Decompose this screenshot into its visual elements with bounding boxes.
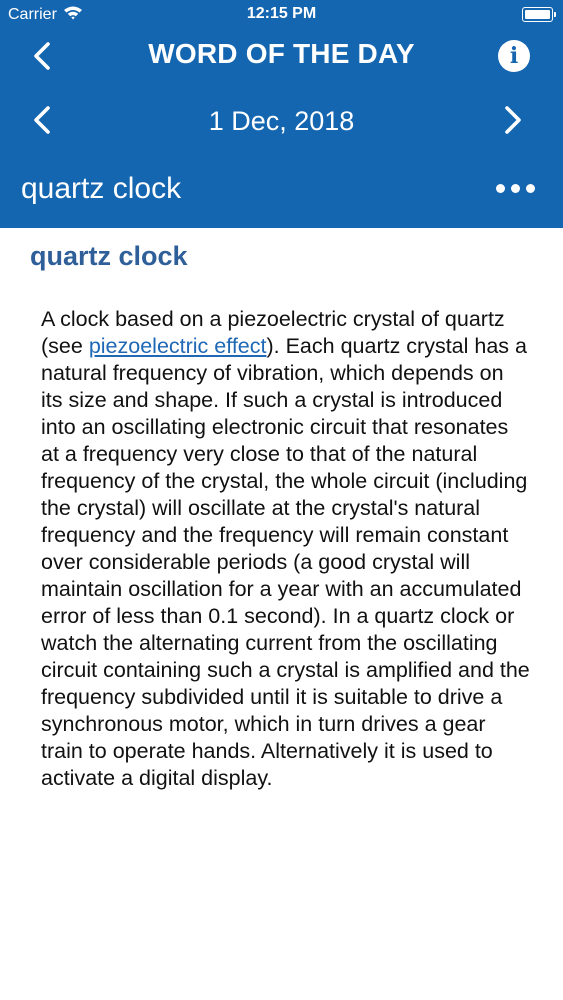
definition-text-end: ). Each quartz crystal has a natural frequency of vibration, which depends on its size and shape. If such a crystal is introduced into an oscillating electronic circuit that resonates at a frequency very close to that of the natural frequency of the crystal, the whole circuit (including the crystal) will oscillate at the crystal's natural frequency and the frequency will remain constant over considerable periods (a good crystal will maintain oscillation for a year with an accumulated error of less than 0.1 second). In a quartz clock or watch the alternating current from the oscillating circuit containing such a crystal is amplified and the frequency subdivided until it is suitable to drive a synchronous motor, which in turn drives a gear train to operate hands. Alternatively it is used to activate a digital display. <box>41 334 530 790</box>
date-bar <box>0 86 563 158</box>
definition-text-start: A clock based on a piezoelectric crystal of quartz (see <box>41 307 505 358</box>
ellipsis-dot <box>511 184 520 193</box>
ellipsis-dot <box>496 184 505 193</box>
status-bar <box>0 0 563 30</box>
chevron-right-icon <box>504 106 522 134</box>
nav-bar <box>0 30 563 86</box>
status-time: 12:15 PM <box>246 5 317 22</box>
entry-heading: quartz clock <box>30 241 188 271</box>
carrier-label: Carrier <box>8 6 57 23</box>
date-label: 1 Dec, 2018 <box>208 106 355 136</box>
word-bar <box>0 158 563 228</box>
entry-definition <box>41 306 531 792</box>
info-button[interactable] <box>498 40 530 72</box>
battery-level <box>525 10 550 19</box>
battery-icon <box>522 7 553 22</box>
header <box>0 0 563 228</box>
word-title: quartz clock <box>21 172 182 205</box>
more-options-button[interactable] <box>493 174 537 202</box>
next-day-button[interactable] <box>493 100 533 140</box>
cross-reference-link[interactable]: piezoelectric effect <box>88 334 267 358</box>
page-title: WORD OF THE DAY <box>148 38 415 69</box>
info-icon: i <box>509 43 519 69</box>
ellipsis-dot <box>526 184 535 193</box>
